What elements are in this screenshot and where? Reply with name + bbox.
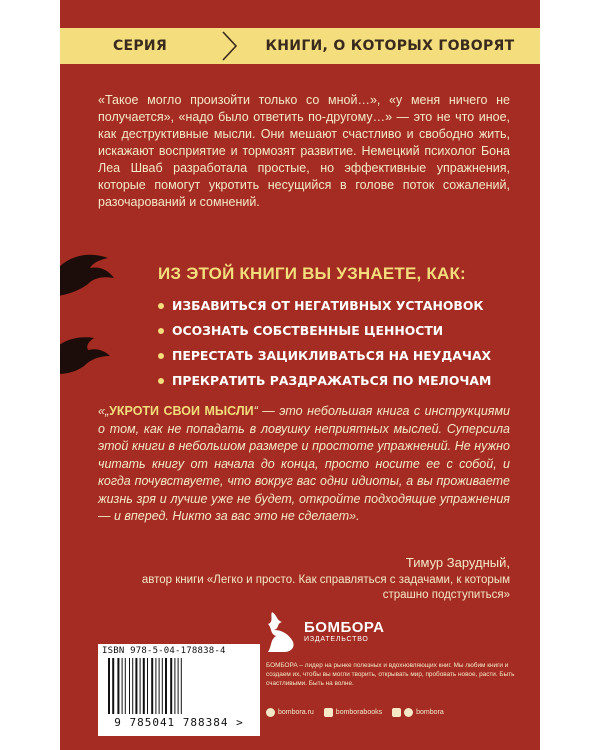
publisher-brand: БОМБОРА (304, 619, 385, 636)
social-website[interactable]: bombora.ru (266, 708, 314, 717)
barcode-bar (132, 658, 133, 714)
telegram-icon (392, 708, 401, 717)
quote-author-title: автор книги «Легко и просто. Как справляться с задачами, к которым страшно подступиться» (141, 574, 510, 601)
social-links (266, 708, 454, 717)
quote-body: — это небольшая книга с инструкциями о том, как не попадать в ловушку неприятных мыслей. Суперсила этой книги в небольшом размере и простоте упражнений. Не нужно читать книгу от начала до конца, просто носите ее с собой, и когда почувствуете, что вокруг вас одни идиоты, а вы проживаете жизнь зря и лучше уже не будет, откройте подходящие упражнения — и вперед. Никто за вас это не сделает». (98, 404, 510, 523)
barcode-digits: 9 785041 788384 > (114, 716, 244, 729)
barcode-bar (178, 658, 179, 714)
bullet-icon (158, 353, 164, 359)
messenger-icon (404, 708, 413, 717)
barcode-bar (162, 658, 163, 714)
barcode-icon (102, 658, 256, 716)
bullet-icon (158, 303, 164, 309)
barcode-bar (159, 658, 160, 714)
learn-heading: ИЗ ЭТОЙ КНИГИ ВЫ УЗНАЕТЕ, КАК: (158, 264, 466, 283)
barcode-bar (129, 658, 130, 714)
vk-icon (324, 708, 333, 717)
quote-close-mark: “ (253, 404, 258, 418)
barcode-bar (155, 658, 156, 714)
learn-list (158, 293, 491, 393)
publisher-description: БОМБОРА – лидер на рынке полезных и вдохновляющих книг. Мы любим книги и создаем их, чтобы вы могли творить, открывать мир, пробовать новое, расти. Быть счастливыми. Быть на волне. (266, 662, 515, 687)
quote-author: Тимур Зарудный, (405, 555, 510, 570)
barcode-bar (170, 658, 172, 714)
isbn-text: ISBN 978-5-04-178838-4 (102, 646, 226, 656)
quote-open-mark: «„ (98, 404, 110, 418)
flame-icon (60, 332, 114, 376)
bombora-logo-icon (266, 610, 300, 654)
list-item: ПЕРЕСТАТЬ ЗАЦИКЛИВАТЬСЯ НА НЕУДАЧАХ (158, 343, 491, 368)
barcode-bar (108, 658, 110, 714)
barcode-bar (117, 658, 119, 714)
book-back-cover (60, 0, 540, 750)
social-telegram[interactable]: bombora (392, 708, 444, 717)
social-books[interactable]: bomborabooks (324, 708, 382, 717)
barcode-bar (147, 658, 148, 714)
isbn-barcode-box (98, 644, 260, 736)
barcode-bar (122, 658, 123, 714)
bullet-icon (158, 328, 164, 334)
barcode-bar (165, 658, 167, 714)
series-label: СЕРИЯ (112, 38, 168, 54)
intro-text: «Такое могло произойти только со мной…», «у меня ничего не получается», «надо было ответить по-другому…» — это не что иное, как деструктивные мысли. Они мешают счастливо и свободно жить, искажают восприятие и тормозят развитие. Немецкий психолог Бона Леа Шваб разработала простые, но эффективные упражнения, которые помогут укротить несущийся в голове поток сожалений, разочарований и сомнений. (98, 93, 510, 209)
series-bar (60, 28, 540, 64)
review-quote (98, 403, 510, 526)
chevron-right-icon (220, 28, 240, 64)
publisher-sub: ИЗДАТЕЛЬСТВО (304, 636, 369, 643)
barcode-bar (135, 658, 137, 714)
publisher-logo (266, 610, 384, 654)
series-name: КНИГИ, О КОТОРЫХ ГОВОРЯТ (265, 38, 515, 54)
globe-icon (266, 708, 275, 717)
barcode-bar (174, 658, 175, 714)
barcode-bar (181, 658, 182, 714)
barcode-bar (112, 658, 114, 714)
barcode-bar (125, 658, 126, 714)
list-item: ОСОЗНАТЬ СОБСТВЕННЫЕ ЦЕННОСТИ (158, 318, 491, 343)
barcode-bar (143, 658, 145, 714)
bullet-icon (158, 378, 164, 384)
list-item: ИЗБАВИТЬСЯ ОТ НЕГАТИВНЫХ УСТАНОВОК (158, 293, 491, 318)
flame-icon (60, 250, 118, 302)
barcode-bar (151, 658, 153, 714)
barcode-bar (140, 658, 141, 714)
list-item: ПРЕКРАТИТЬ РАЗДРАЖАТЬСЯ ПО МЕЛОЧАМ (158, 368, 491, 393)
book-title: УКРОТИ СВОИ МЫСЛИ (109, 404, 254, 418)
